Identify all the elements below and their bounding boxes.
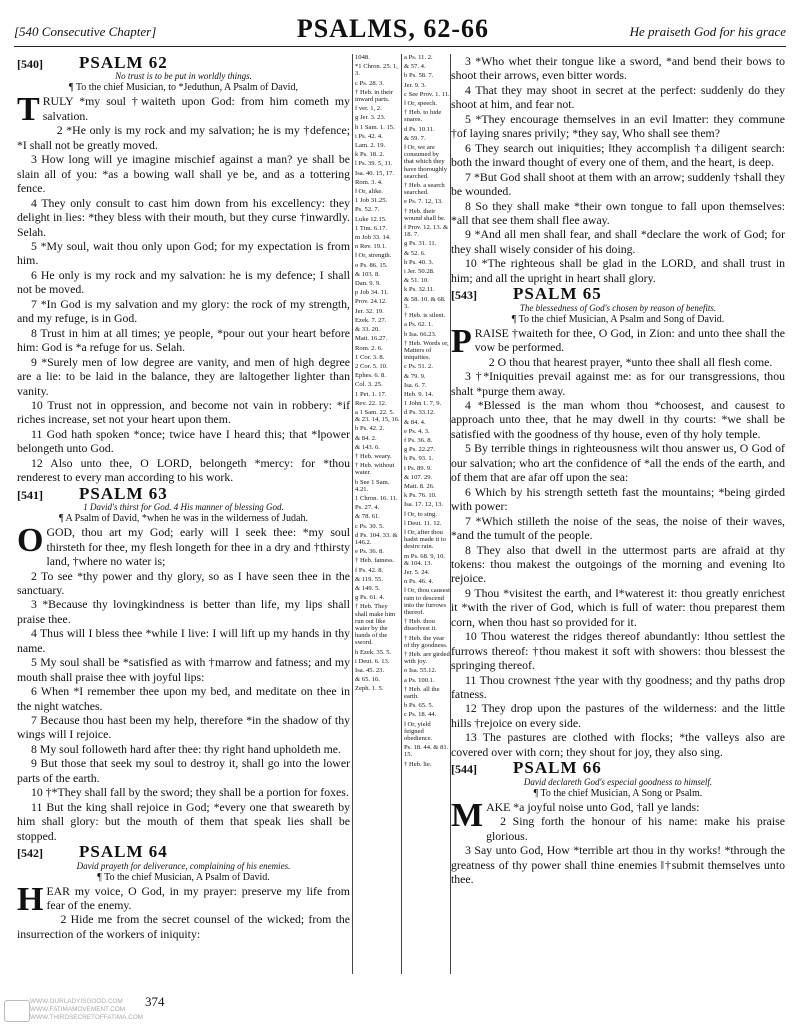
cross-reference: & 149. 5.	[355, 584, 380, 592]
psalm-title: PSALM 64	[79, 842, 168, 862]
verse: 8 They also that dwell in the uttermost parts are afraid at thy tokens: thou makest the outgoings of the morning and evening ‖to rejoice.	[451, 542, 785, 586]
cross-reference: Heb. 9. 14.	[404, 390, 434, 398]
verse: TRULY *my soul †waiteth upon God: from him cometh my salvation.	[17, 91, 350, 129]
verse: 4 Thus will I bless thee *while I live: I will lift up my hands in thy name.	[17, 626, 350, 655]
cross-reference: Luke 12.15.	[355, 215, 387, 223]
cross-reference: † Heb. is silent.	[404, 312, 446, 320]
verse: 11 Thou crownest †the year with thy goodness; and thy paths drop fatness.	[451, 672, 785, 702]
cross-reference: b Ps. 58. 7.	[404, 72, 434, 80]
cross-reference: Col. 3. 25.	[355, 381, 383, 389]
verse: 9 *Surely men of low degree are vanity, and men of high degree are a lie: to be laid in the balance, they are ‖altogether lighter than vanity.	[17, 354, 350, 398]
verse: 2 To see *thy power and thy glory, so as I have seen thee in the sanctuary.	[17, 568, 350, 597]
cross-reference: & 58. 10. & 68. 3.	[404, 295, 446, 310]
cross-reference: Prov. 24.12.	[355, 298, 387, 306]
cross-reference: † Heb. thou dissolvest it.	[404, 618, 437, 633]
verse: 6 When *I remember thee upon my bed, and meditate on thee in the night watches.	[17, 684, 350, 713]
cross-reference: & 143. 6.	[355, 443, 380, 451]
cross-reference: & 103. 8.	[355, 270, 380, 278]
cross-reference: & 84. 4.	[404, 418, 426, 426]
cross-reference: k Ps. 76. 10.	[404, 492, 437, 500]
drop-cap: O	[17, 522, 44, 560]
cross-reference: c Ps. 51. 2.	[404, 363, 433, 371]
cross-reference: f Prov. 12. 13. & 18. 7.	[404, 224, 449, 239]
cross-reference: g Jer. 3. 23.	[355, 114, 386, 122]
cross-reference: Jer. 5. 24.	[404, 568, 430, 576]
cross-reference: & 51. 10.	[404, 277, 429, 285]
cross-reference: 2 Cor. 5. 10.	[355, 362, 388, 370]
cross-reference: † Heb. all the earth.	[404, 685, 440, 701]
cross-reference: i Deut. 6. 13.	[355, 657, 390, 665]
cross-reference: b Ps. 42. 2.	[355, 425, 385, 433]
verse: 2 Sing forth the honour of his name: make his praise glorious.	[486, 814, 785, 843]
cross-reference: † Heb. fatness.	[355, 557, 395, 565]
cross-reference: b See 1 Sam. 4.21.	[355, 478, 390, 493]
verse: 12 They drop upon the pastures of the wilderness: and the little hills †rejoice on every side.	[451, 701, 785, 730]
watermark-line: WWW.THIRDSECRETOFFATIMA.COM	[30, 1014, 144, 1021]
cross-reference: Ezek. 7. 27.	[355, 316, 387, 324]
left-text-column	[17, 54, 350, 941]
cross-reference: h Ezek. 35. 5.	[355, 648, 392, 656]
cross-reference: Jer. 9. 3.	[404, 81, 427, 89]
cross-reference: Ps. 52. 7.	[355, 206, 380, 214]
cross-reference: Rom. 2. 6.	[355, 344, 383, 352]
cross-reference: o Ps. 86. 15.	[355, 261, 388, 269]
cross-reference: a Ps. 62. 1.	[404, 321, 433, 329]
psalm-superscription: ¶ To the chief Musician, A Psalm and Song of David.	[511, 313, 725, 325]
verse: 13 The pastures are clothed with flocks; *the valleys also are covered over with corn; they shout for joy, they also sing.	[451, 730, 785, 759]
cross-reference: a Ps. 100.1.	[404, 676, 435, 684]
verse: 9 Thou *visitest the earth, and ‖*waterest it: thou greatly enrichest it *with the river of God, which is full of water: thou preparest them corn, when thou hast so provided for it.	[451, 585, 785, 629]
cross-reference: † Heb. a search searched.	[404, 182, 445, 197]
verse: 4 They only consult to cast him down from his excellency: they delight in lies: *they bless with their mouth, but they curse †inwardly. Selah.	[17, 195, 350, 239]
verse: 3 Say unto God, How *terrible art thou in thy works! *through the greatness of thy power shall thine enemies ‖†submit themselves unto thee.	[451, 843, 785, 887]
verse: 8 So they shall make *their own tongue to fall upon themselves: *all that see them shall flee away.	[451, 198, 785, 227]
cross-reference: Isa. 45. 23.	[355, 667, 385, 675]
cross-reference: ‖ Or, to sing.	[404, 510, 437, 518]
consecutive-chapter-label: [540 Consecutive Chapter]	[14, 24, 157, 39]
verse: 6 He only is my rock and my salvation: he is my defence; I shall not be moved.	[17, 267, 350, 297]
psalm-superscription: ¶ A Psalm of David, *when he was in the wilderness of Judah.	[59, 513, 308, 525]
cross-reference: † Heb. weary.	[355, 452, 392, 460]
cross-reference: e Ps. 36. 8.	[355, 548, 384, 556]
cross-reference: † Heb. their wound shall be.	[404, 207, 446, 222]
psalm-heading	[451, 758, 785, 778]
verse: HEAR my voice, O God, in my prayer: preserve my life from fear of the enemy.	[17, 880, 350, 918]
cross-reference: d Ps. 33.12.	[404, 409, 435, 417]
cross-reference: i Jer. 50.28.	[404, 268, 435, 276]
cross-reference: & 33. 20.	[355, 326, 380, 334]
verse: 5 By terrible things in righteousness wilt thou answer us, O God of our salvation; who art the confidence of *all the ends of the earth, and of them that are afar off upon the sea:	[451, 441, 785, 485]
cross-reference: 1048.	[355, 54, 370, 61]
cross-reference: † Heb. Words or, Matters of iniquities.	[404, 339, 449, 362]
verse: PRAISE †waiteth for thee, O God, in Zion: and unto thee shall the vow be performed.	[451, 322, 785, 360]
drop-cap: T	[17, 91, 40, 129]
psalm-argument: 1 David's thirst for God. 4 His manner of blessing God.	[83, 502, 284, 513]
cross-reference: Matt. 8. 26.	[404, 482, 435, 490]
psalm-argument: No trust is to be put in worldly things.	[115, 71, 252, 82]
cross-reference: ‖ Or, yield feigned obedience.	[404, 720, 433, 743]
cross-reference: † Heb. to hide snares.	[404, 109, 442, 124]
verse: 9 *And all men shall fear, and shall *declare the work of God; for they shall wisely consider of his doing.	[451, 227, 785, 256]
verse: O GOD, thou art my God; early will I seek thee: *my soul thirsteth for thee, my flesh longeth for thee in a dry and †thirsty land, †where no water is;	[17, 522, 350, 569]
cross-reference: & 52. 6.	[404, 249, 426, 257]
page-topic: He praiseth God for his grace	[629, 24, 786, 39]
cross-reference: *1 Chron. 25. 1, 3.	[355, 63, 398, 78]
verse: 10 Trust not in oppression, and become not vain in robbery: *if riches increase, set not your heart upon them.	[17, 397, 350, 427]
cross-reference: g Ps. 61. 4.	[355, 594, 385, 602]
cross-reference: Dan. 9. 9.	[355, 280, 381, 288]
psalm-title: PSALM 63	[79, 483, 168, 503]
psalm-superscription: ¶ To the chief Musician, A Psalm of David.	[97, 871, 270, 883]
cross-reference: † Heb. without water.	[355, 462, 395, 477]
cross-reference: a Ps. 11. 2.	[404, 54, 433, 61]
cross-reference: k Ps. 18. 2.	[355, 151, 385, 159]
cross-reference: e Ps. 4. 3.	[404, 427, 430, 435]
verse: 7 *In God is my salvation and my glory: the rock of my strength, and my refuge, is in God.	[17, 296, 350, 326]
psalm-consecutive-number: [541]	[17, 487, 43, 502]
psalm-title: PSALM 66	[513, 758, 602, 778]
cross-reference: ‖ Or, thou causest rain to descend into the furrows thereof.	[404, 587, 450, 616]
cross-reference: i Ps. 42. 4.	[355, 132, 383, 140]
cross-reference: & 65. 16.	[355, 676, 380, 684]
cross-reference: h 1 Sam. 1. 15.	[355, 123, 395, 131]
psalm-heading	[17, 483, 350, 503]
cross-reference: h Ps. 93. 1.	[404, 455, 434, 463]
watermark-line: WWW.FATIMAMOVEMENT.COM	[30, 1006, 126, 1013]
psalm-heading	[451, 284, 785, 304]
cross-reference: 1 Chron. 16. 11.	[355, 494, 398, 502]
verse: 2 *He only is my rock and my salvation; he is my †defence; *I shall not be greatly moved.	[17, 123, 350, 152]
verse: 10 *The righteous shall be glad in the LORD, and shall trust in him; and all the upright in heart shall glory.	[451, 256, 785, 285]
cross-reference: d Ps. 10.11.	[404, 125, 435, 133]
cross-reference: p Job 34. 11.	[355, 289, 389, 297]
cross-reference: Lam. 2. 19.	[355, 142, 386, 150]
psalm-argument: David prayeth for deliverance, complaining of his enemies.	[76, 860, 291, 871]
cross-reference: Zeph. 1. 5.	[355, 685, 384, 693]
drop-cap: P	[451, 322, 472, 360]
verse: 6 They search out iniquities; ‖they accomplish †a diligent search: both the inward thought of every one of them, and the heart, is deep.	[451, 140, 785, 170]
right-reference-column	[401, 54, 451, 974]
cross-reference: & 59. 7.	[404, 134, 426, 142]
cross-reference: n Ps. 46. 4.	[404, 578, 434, 586]
verse: 9 But those that seek my soul to destroy it, shall go into the lower parts of the earth.	[17, 756, 350, 785]
cross-reference: Ps. 18. 44. & 81. 15.	[404, 744, 449, 759]
verse: 5 My soul shall be *satisfied as with †marrow and fatness; and my mouth shall praise thee with joyful lips:	[17, 655, 350, 684]
cross-reference: f Ps. 42. 8.	[355, 566, 384, 574]
verse: 7 *But God shall shoot at them with an arrow; suddenly †shall they be wounded.	[451, 169, 785, 199]
watermark-logo-icon	[4, 1000, 30, 1022]
verse: 3 †*Iniquities prevail against me: as for our transgressions, thou shalt *purge them away.	[451, 369, 785, 398]
psalm-title: PSALM 65	[513, 284, 602, 304]
cross-reference: & 84. 2.	[355, 434, 377, 442]
cross-reference: † Heb. are girded with joy.	[404, 651, 450, 666]
cross-reference: g Ps. 31. 11.	[404, 240, 437, 248]
psalm-consecutive-number: [542]	[17, 846, 43, 861]
psalm-consecutive-number: [544]	[451, 762, 477, 777]
verse: 8 My soul followeth hard after thee: thy right hand upholdeth me.	[31, 741, 341, 756]
drop-cap: H	[17, 880, 44, 918]
cross-reference: ‖ Or, alike.	[355, 188, 383, 196]
verse: 7 *Which stilleth the noise of the seas, the noise of their waves, *and the tumult of the people.	[451, 513, 785, 543]
cross-reference: † Heb. the year of thy goodness.	[404, 634, 448, 649]
psalm-superscription: ¶ To the chief Musician, A Song or Psalm.	[533, 787, 703, 799]
right-text-column	[451, 54, 785, 886]
cross-reference: Matt. 16.27.	[355, 335, 388, 343]
cross-reference: 1 Tim. 6.17.	[355, 224, 388, 232]
cross-reference: Isa. 40. 15, 17.	[355, 169, 395, 177]
psalm-title: PSALM 62	[79, 53, 168, 72]
left-reference-column	[352, 54, 401, 974]
verse: 7 Because thou hast been my help, therefore *in the shadow of thy wings will I rejoice.	[17, 713, 350, 742]
cross-reference: ‖ Or, strength.	[355, 252, 392, 260]
psalm-consecutive-number: [540]	[17, 57, 43, 71]
cross-reference: h Ps. 40. 3.	[404, 258, 434, 266]
cross-reference: l Ps. 39. 5, 11.	[355, 160, 393, 168]
verse: 6 Which by his strength setteth fast the mountains; *being girded with power:	[451, 484, 785, 514]
cross-reference: & 107. 29.	[404, 473, 433, 481]
cross-reference: i Ps. 89. 9.	[404, 464, 432, 472]
cross-reference: † Heb. lie.	[404, 760, 432, 768]
cross-reference: Rom. 3. 4.	[355, 178, 383, 186]
cross-reference: Isa. 17. 12, 13.	[404, 501, 444, 509]
cross-reference: d Ps. 104. 33. & 146.2.	[355, 531, 398, 546]
verse: 4 That they may shoot in secret at the perfect: suddenly do they shoot at him, and fear not.	[451, 82, 785, 112]
cross-reference: & 57. 4.	[404, 63, 426, 71]
cross-reference: 1 Job 31.25.	[355, 197, 388, 205]
cross-reference: ‖ Or, after thou hadst made it to desire rain.	[404, 528, 446, 551]
cross-reference: Isa. 6. 7.	[404, 381, 427, 389]
cross-reference: Ephes. 6. 8.	[355, 372, 386, 380]
cross-reference: c See Prov. 1. 11.	[404, 90, 450, 98]
cross-reference: c Ps. 18. 44.	[404, 711, 437, 719]
verse: 3 How long will ye imagine mischief against a man? ye shall be slain all of you: *as a bowing wall shall ye be, and as a tottering fence.	[17, 152, 350, 196]
verse: 11 But the king shall rejoice in God; *every one that sweareth by him shall glory: but the mouth of them that speak lies shall be stopped.	[17, 799, 350, 843]
cross-reference: † Heb. in their inward parts.	[355, 88, 394, 104]
cross-reference: 1 Pet. 1. 17.	[355, 390, 387, 398]
verse: 5 *They encourage themselves in an evil ‖matter: they commune †of laying snares privily; *they say, Who shall see them?	[451, 111, 785, 141]
cross-reference: k Ps. 32.11.	[404, 286, 435, 294]
verse: 3 *Who whet their tongue like a sword, *and bend their bows to shoot their arrows, even bitter words.	[451, 54, 785, 83]
verse: 2 O thou that hearest prayer, *unto thee shall all flesh come.	[488, 354, 773, 369]
cross-reference: g Ps. 22.27.	[404, 446, 435, 454]
psalm-argument: David declareth God's especial goodness to himself.	[523, 776, 713, 787]
cross-reference: m Ps. 68. 9, 10. & 104. 13.	[404, 552, 446, 567]
page-number: 374	[145, 994, 165, 1009]
verse: 5 *My soul, wait thou only upon God; for my expectation is from him.	[17, 238, 350, 268]
verse: MAKE *a joyful noise unto God, †all ye lands:	[451, 796, 700, 834]
verse: 12 Also unto thee, O LORD, belongeth *mercy: for *thou renderest to every man according to his work.	[17, 455, 350, 485]
cross-reference: f Ps. 36. 8.	[404, 436, 433, 444]
cross-reference: & 78. 61.	[355, 513, 380, 521]
verse: 10 Thou waterest the ridges thereof abundantly: ‖thou settlest the furrows thereof: †thou makest it soft with showers: thou blessest the springing thereof.	[451, 629, 785, 673]
cross-reference: & 79. 9.	[404, 372, 426, 380]
cross-reference: b Isa. 66.23.	[404, 330, 437, 338]
cross-reference: o Isa. 55.12.	[404, 667, 437, 675]
verse: 2 Hide me from the secret counsel of the wicked; from the insurrection of the workers of iniquity:	[17, 912, 350, 941]
cross-reference: m Job 33. 14.	[355, 234, 391, 242]
cross-reference: & 119. 55.	[355, 575, 383, 583]
verse: 3 *Because thy lovingkindness is better than life, my lips shall praise thee.	[17, 597, 350, 626]
verse: 10 †*They shall fall by the sword; they shall be a portion for foxes.	[31, 785, 349, 800]
cross-reference: † Heb. They shall make him run out like water by the hands of the sword.	[355, 603, 396, 647]
cross-reference: 1 John 1. 7, 9.	[404, 400, 442, 408]
verse: 4 *Blessed is the man whom thou *choosest, and causest to approach unto thee, that he may dwell in thy courts: *we shall be satisfied with the goodness of thy house, even of thy holy temple.	[451, 397, 785, 441]
cross-reference: c Ps. 30. 5.	[355, 522, 384, 530]
cross-reference: 1 Cor. 3. 8.	[355, 353, 385, 361]
cross-reference: a 1 Sam. 22. 5. & 23. 14, 15, 16.	[355, 408, 400, 424]
cross-reference: e Ps. 7. 12, 13.	[404, 198, 443, 206]
cross-reference: n Rev. 19.1.	[355, 243, 387, 251]
drop-cap: M	[451, 796, 484, 834]
page-header	[14, 6, 786, 47]
psalm-consecutive-number: [543]	[451, 288, 477, 303]
psalm-argument: The blessedness of God's chosen by reason of benefits.	[519, 302, 717, 313]
psalm-heading	[17, 53, 350, 72]
cross-reference: f ver. 1, 2.	[355, 105, 382, 113]
watermark-urls	[30, 998, 143, 1022]
cross-reference: Jer. 32. 19.	[355, 307, 384, 315]
cross-reference: l Deut. 11. 12.	[404, 519, 442, 527]
cross-reference: Ps. 27. 4.	[355, 504, 380, 512]
psalm-heading	[17, 842, 350, 862]
running-title: PSALMS, 62-66	[296, 14, 490, 43]
verse: 8 Trust in him at all times; ye people, *pour out your heart before him: God is *a refuge for us. Selah.	[17, 325, 350, 355]
verse: 11 God hath spoken *once; twice have I heard this; that *‖power belongeth unto God.	[17, 426, 350, 456]
cross-reference: c Ps. 28. 3.	[355, 79, 384, 87]
cross-reference: Rev. 22. 12.	[355, 399, 387, 407]
psalm-superscription: ¶ To the chief Musician, to *Jeduthun, A Psalm of David,	[69, 82, 298, 94]
watermark-line: WWW.OURLADYISGOOD.COM	[30, 998, 123, 1005]
cross-reference: ‖ Or, speech.	[404, 100, 438, 108]
cross-reference: ‖ Or, we are consumed by that which they have thoroughly searched.	[404, 144, 448, 180]
cross-reference: b Ps. 65. 5.	[404, 702, 434, 710]
